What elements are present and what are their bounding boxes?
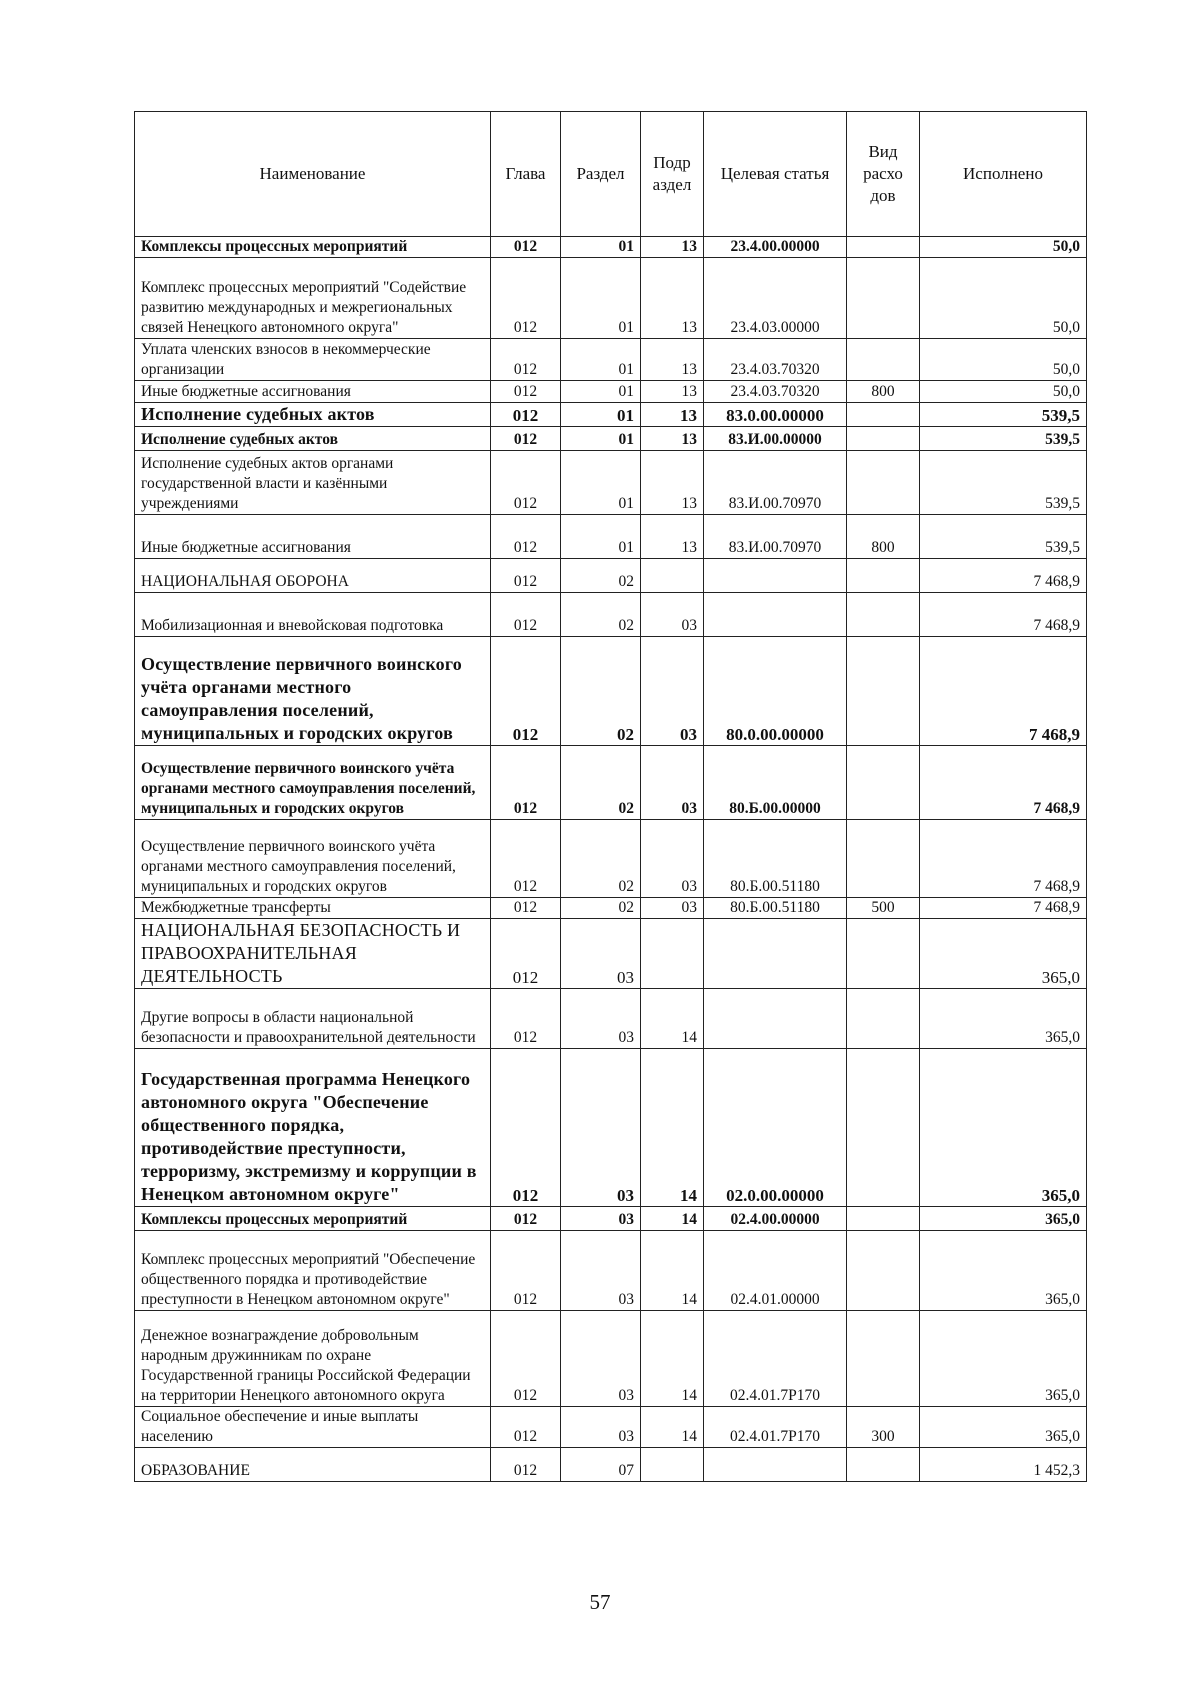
header-razdel: Раздел: [561, 112, 641, 237]
cell-statya: 23.4.03.70320: [704, 339, 847, 381]
cell-podrazdel: 13: [641, 403, 704, 427]
cell-razdel: 02: [561, 820, 641, 898]
cell-vid: [847, 403, 920, 427]
cell-vid: [847, 237, 920, 258]
table-header-row: [135, 112, 1087, 237]
table-row: [135, 820, 1087, 898]
cell-razdel: 03: [561, 1311, 641, 1407]
cell-razdel: 01: [561, 451, 641, 515]
table-row: [135, 989, 1087, 1049]
cell-amount: 7 468,9: [920, 820, 1087, 898]
table-row: [135, 746, 1087, 820]
cell-razdel: 07: [561, 1448, 641, 1482]
cell-statya: [704, 1448, 847, 1482]
cell-statya: 83.И.00.70970: [704, 451, 847, 515]
cell-razdel: 01: [561, 381, 641, 403]
table-row: [135, 1448, 1087, 1482]
table-row: [135, 593, 1087, 637]
table-row: [135, 1311, 1087, 1407]
cell-vid: [847, 427, 920, 451]
cell-statya: 80.Б.00.00000: [704, 746, 847, 820]
cell-name: Исполнение судебных актов: [135, 427, 491, 451]
cell-name: Осуществление первичного воинского учёта органами местного самоуправления поселений, муниципальных и городских округов: [135, 746, 491, 820]
cell-name: Иные бюджетные ассигнования: [135, 515, 491, 559]
cell-vid: [847, 339, 920, 381]
cell-podrazdel: 14: [641, 1049, 704, 1207]
header-statya: Целевая статья: [704, 112, 847, 237]
cell-podrazdel: [641, 1448, 704, 1482]
cell-glava: 012: [491, 258, 561, 339]
cell-podrazdel: [641, 559, 704, 593]
cell-vid: 300: [847, 1407, 920, 1448]
cell-podrazdel: 13: [641, 237, 704, 258]
cell-vid: [847, 258, 920, 339]
cell-razdel: 01: [561, 258, 641, 339]
cell-razdel: 03: [561, 1231, 641, 1311]
cell-podrazdel: 03: [641, 637, 704, 746]
cell-statya: [704, 559, 847, 593]
table-row: [135, 451, 1087, 515]
cell-name: Мобилизационная и вневойсковая подготовка: [135, 593, 491, 637]
cell-razdel: 03: [561, 1407, 641, 1448]
cell-glava: 012: [491, 339, 561, 381]
cell-vid: [847, 746, 920, 820]
cell-amount: 7 468,9: [920, 593, 1087, 637]
cell-amount: 1 452,3: [920, 1448, 1087, 1482]
table-row: [135, 1049, 1087, 1207]
cell-name: Межбюджетные трансферты: [135, 898, 491, 919]
cell-amount: 50,0: [920, 381, 1087, 403]
cell-statya: [704, 919, 847, 989]
cell-vid: [847, 1231, 920, 1311]
header-glava: Глава: [491, 112, 561, 237]
cell-amount: 539,5: [920, 515, 1087, 559]
table-row: [135, 339, 1087, 381]
table-row: [135, 427, 1087, 451]
header-name: Наименование: [135, 112, 491, 237]
cell-name: Комплексы процессных мероприятий: [135, 237, 491, 258]
cell-statya: 80.0.00.00000: [704, 637, 847, 746]
cell-name: ОБРАЗОВАНИЕ: [135, 1448, 491, 1482]
cell-podrazdel: 13: [641, 515, 704, 559]
page-number: 57: [589, 1590, 611, 1614]
cell-glava: 012: [491, 237, 561, 258]
cell-amount: 365,0: [920, 1311, 1087, 1407]
table-row: [135, 637, 1087, 746]
cell-statya: 83.И.00.00000: [704, 427, 847, 451]
cell-razdel: 01: [561, 515, 641, 559]
cell-glava: 012: [491, 746, 561, 820]
cell-vid: [847, 1207, 920, 1231]
cell-vid: 800: [847, 515, 920, 559]
cell-amount: 7 468,9: [920, 898, 1087, 919]
cell-amount: 539,5: [920, 403, 1087, 427]
cell-name: Другие вопросы в области национальной безопасности и правоохранительной деятельности: [135, 989, 491, 1049]
cell-vid: [847, 820, 920, 898]
cell-podrazdel: 03: [641, 898, 704, 919]
cell-statya: 83.0.00.00000: [704, 403, 847, 427]
cell-amount: 365,0: [920, 1407, 1087, 1448]
cell-razdel: 01: [561, 339, 641, 381]
cell-name: Государственная программа Ненецкого автономного округа "Обеспечение общественного порядка, противодействие преступности, терроризму, экстремизму и коррупции в Ненецком автономном округе": [135, 1049, 491, 1207]
cell-razdel: 01: [561, 237, 641, 258]
cell-vid: [847, 1448, 920, 1482]
cell-glava: 012: [491, 403, 561, 427]
cell-glava: 012: [491, 898, 561, 919]
cell-amount: 50,0: [920, 258, 1087, 339]
cell-vid: [847, 919, 920, 989]
cell-statya: 80.Б.00.51180: [704, 898, 847, 919]
cell-amount: 7 468,9: [920, 746, 1087, 820]
cell-vid: [847, 1049, 920, 1207]
table-row: [135, 515, 1087, 559]
cell-podrazdel: 13: [641, 381, 704, 403]
cell-amount: 365,0: [920, 1231, 1087, 1311]
cell-glava: 012: [491, 637, 561, 746]
cell-name: Социальное обеспечение и иные выплаты населению: [135, 1407, 491, 1448]
cell-podrazdel: 13: [641, 339, 704, 381]
cell-glava: 012: [491, 919, 561, 989]
cell-amount: 539,5: [920, 451, 1087, 515]
cell-podrazdel: [641, 919, 704, 989]
cell-vid: [847, 593, 920, 637]
cell-name: Осуществление первичного воинского учёта органами местного самоуправления поселений, муниципальных и городских округов: [135, 820, 491, 898]
table-row: [135, 898, 1087, 919]
cell-statya: 23.4.00.00000: [704, 237, 847, 258]
table-row: [135, 381, 1087, 403]
cell-podrazdel: 14: [641, 1407, 704, 1448]
cell-razdel: 03: [561, 989, 641, 1049]
cell-name: НАЦИОНАЛЬНАЯ ОБОРОНА: [135, 559, 491, 593]
cell-razdel: 03: [561, 1049, 641, 1207]
cell-podrazdel: 13: [641, 258, 704, 339]
cell-name: Исполнение судебных актов: [135, 403, 491, 427]
cell-vid: 500: [847, 898, 920, 919]
cell-name: Иные бюджетные ассигнования: [135, 381, 491, 403]
cell-glava: 012: [491, 1207, 561, 1231]
cell-razdel: 02: [561, 559, 641, 593]
cell-podrazdel: 03: [641, 820, 704, 898]
cell-amount: 7 468,9: [920, 637, 1087, 746]
cell-glava: 012: [491, 451, 561, 515]
cell-statya: 80.Б.00.51180: [704, 820, 847, 898]
cell-glava: 012: [491, 381, 561, 403]
cell-name: Осуществление первичного воинского учёта органами местного самоуправления поселений, муниципальных и городских округов: [135, 637, 491, 746]
header-podrazdel: Подр аздел: [641, 112, 704, 237]
table-row: [135, 559, 1087, 593]
cell-statya: 02.4.01.00000: [704, 1231, 847, 1311]
cell-name: НАЦИОНАЛЬНАЯ БЕЗОПАСНОСТЬ И ПРАВООХРАНИТЕЛЬНАЯ ДЕЯТЕЛЬНОСТЬ: [135, 919, 491, 989]
cell-glava: 012: [491, 989, 561, 1049]
cell-razdel: 02: [561, 898, 641, 919]
cell-statya: 02.0.00.00000: [704, 1049, 847, 1207]
cell-glava: 012: [491, 515, 561, 559]
cell-statya: [704, 593, 847, 637]
cell-amount: 50,0: [920, 237, 1087, 258]
cell-statya: 02.4.01.7Р170: [704, 1311, 847, 1407]
cell-razdel: 02: [561, 637, 641, 746]
cell-glava: 012: [491, 1448, 561, 1482]
table-row: [135, 237, 1087, 258]
cell-amount: 50,0: [920, 339, 1087, 381]
cell-amount: 539,5: [920, 427, 1087, 451]
cell-podrazdel: 14: [641, 1207, 704, 1231]
cell-podrazdel: 14: [641, 1311, 704, 1407]
cell-razdel: 03: [561, 919, 641, 989]
cell-vid: [847, 637, 920, 746]
table-row: [135, 1207, 1087, 1231]
cell-razdel: 02: [561, 746, 641, 820]
cell-vid: [847, 1311, 920, 1407]
cell-podrazdel: 13: [641, 427, 704, 451]
cell-amount: 365,0: [920, 1049, 1087, 1207]
cell-razdel: 02: [561, 593, 641, 637]
cell-statya: 83.И.00.70970: [704, 515, 847, 559]
cell-statya: 02.4.01.7Р170: [704, 1407, 847, 1448]
table-row: [135, 1407, 1087, 1448]
cell-vid: 800: [847, 381, 920, 403]
cell-amount: 365,0: [920, 989, 1087, 1049]
cell-amount: 7 468,9: [920, 559, 1087, 593]
cell-glava: 012: [491, 593, 561, 637]
cell-glava: 012: [491, 1231, 561, 1311]
cell-amount: 365,0: [920, 1207, 1087, 1231]
header-amount: Исполнено: [920, 112, 1087, 237]
cell-razdel: 03: [561, 1207, 641, 1231]
cell-podrazdel: 13: [641, 451, 704, 515]
cell-name: Денежное вознаграждение добровольным народным дружинникам по охране Государственной границы Российской Федерации на территории Ненецкого автономного округа: [135, 1311, 491, 1407]
table-row: [135, 1231, 1087, 1311]
cell-name: Комплексы процессных мероприятий: [135, 1207, 491, 1231]
cell-razdel: 01: [561, 403, 641, 427]
table-body: [135, 237, 1087, 1482]
cell-podrazdel: 03: [641, 746, 704, 820]
cell-podrazdel: 03: [641, 593, 704, 637]
cell-name: Комплекс процессных мероприятий "Содействие развитию международных и межрегиональных связей Ненецкого автономного округа": [135, 258, 491, 339]
cell-glava: 012: [491, 1311, 561, 1407]
cell-glava: 012: [491, 427, 561, 451]
cell-razdel: 01: [561, 427, 641, 451]
cell-amount: 365,0: [920, 919, 1087, 989]
table-row: [135, 258, 1087, 339]
header-vid: Вид расхо дов: [847, 112, 920, 237]
cell-podrazdel: 14: [641, 989, 704, 1049]
cell-glava: 012: [491, 1407, 561, 1448]
cell-vid: [847, 989, 920, 1049]
cell-name: Уплата членских взносов в некоммерческие организации: [135, 339, 491, 381]
cell-statya: 02.4.00.00000: [704, 1207, 847, 1231]
cell-vid: [847, 451, 920, 515]
cell-glava: 012: [491, 559, 561, 593]
table-row: [135, 919, 1087, 989]
budget-execution-table: [134, 111, 1087, 1482]
cell-name: Исполнение судебных актов органами государственной власти и казёнными учреждениями: [135, 451, 491, 515]
cell-podrazdel: 14: [641, 1231, 704, 1311]
cell-statya: 23.4.03.70320: [704, 381, 847, 403]
cell-name: Комплекс процессных мероприятий "Обеспечение общественного порядка и противодействие преступности в Ненецком автономном округе": [135, 1231, 491, 1311]
cell-vid: [847, 559, 920, 593]
cell-statya: [704, 989, 847, 1049]
cell-glava: 012: [491, 1049, 561, 1207]
table-row: [135, 403, 1087, 427]
cell-statya: 23.4.03.00000: [704, 258, 847, 339]
cell-glava: 012: [491, 820, 561, 898]
